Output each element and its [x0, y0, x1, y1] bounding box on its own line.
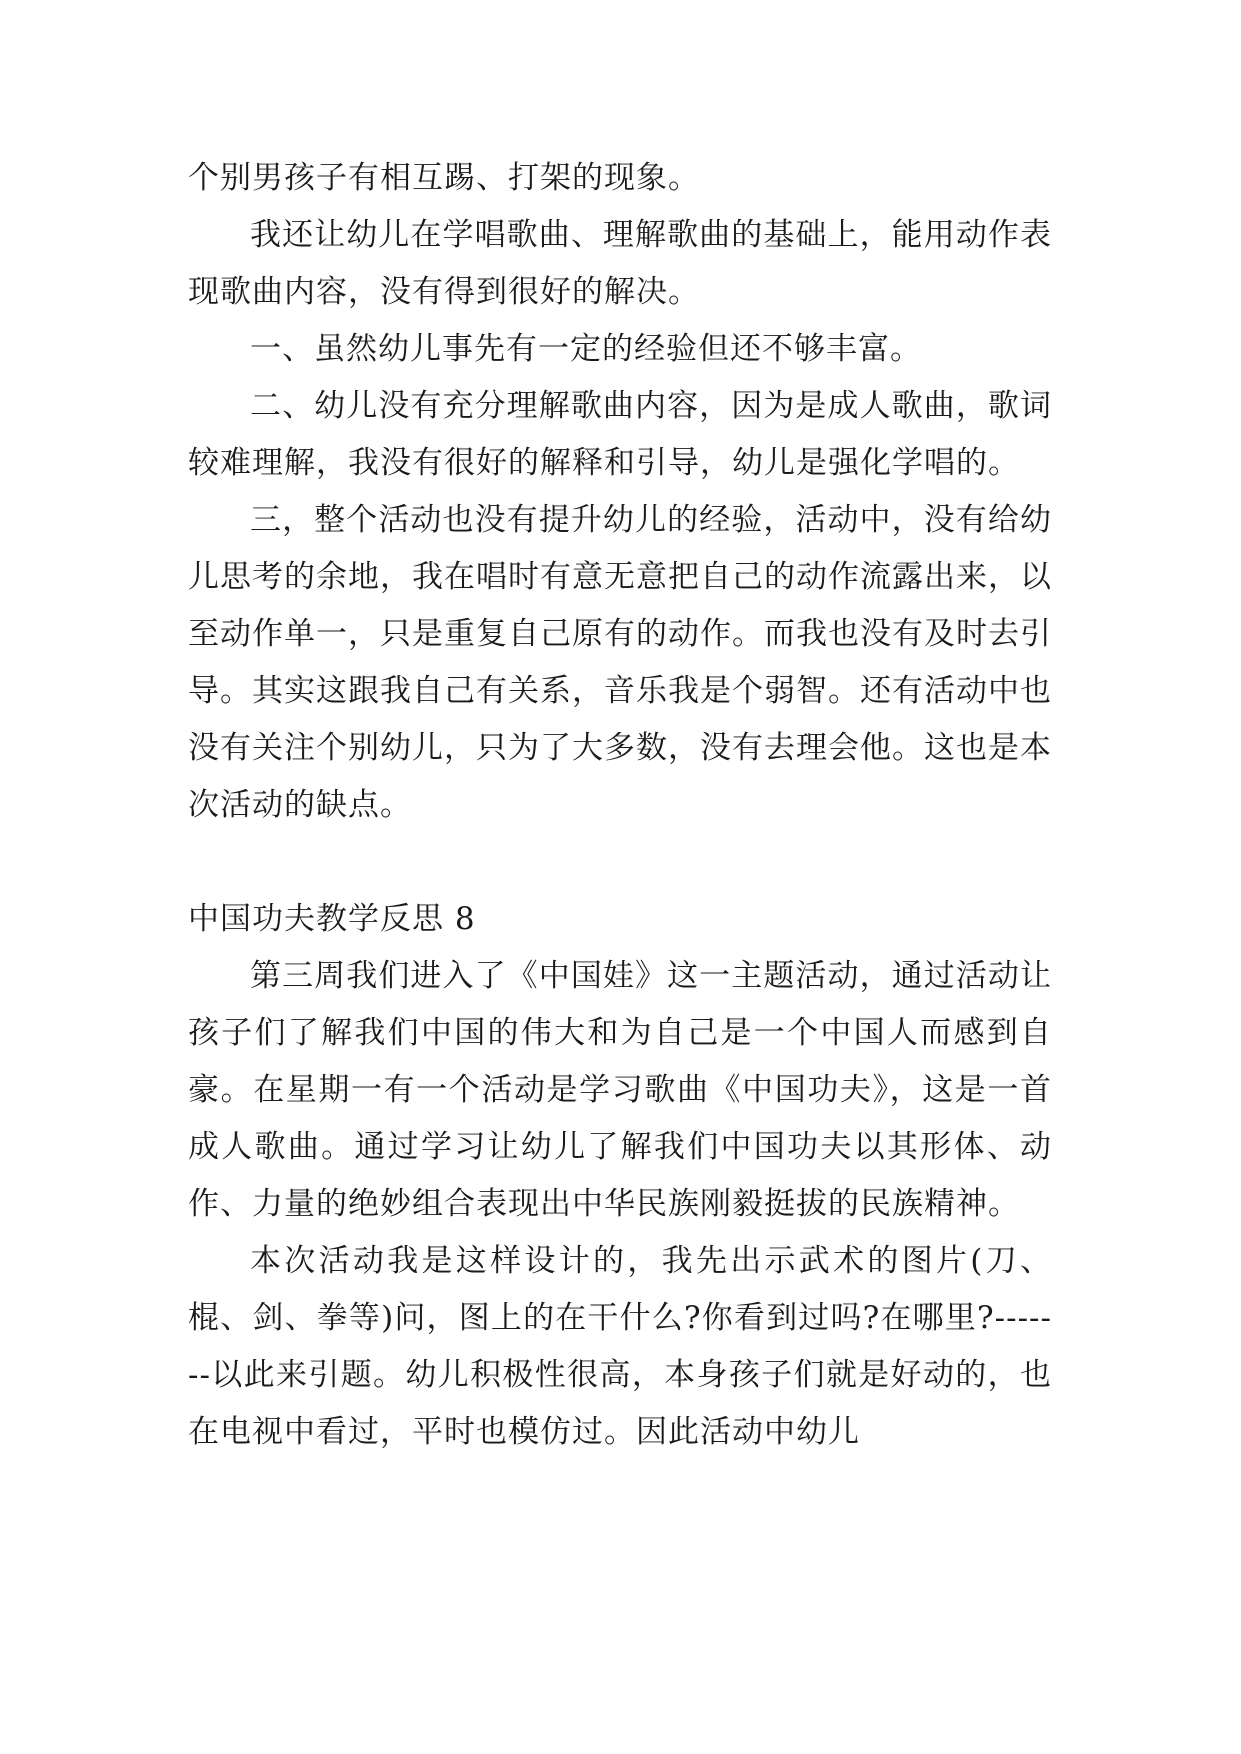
- paragraph: 一、虽然幼儿事先有一定的经验但还不够丰富。: [250, 331, 922, 367]
- document-page: [188, 150, 1052, 1461]
- section-heading: 中国功夫教学反思 8: [188, 901, 476, 937]
- paragraph-continued: 个别男孩子有相互踢、打架的现象。: [188, 160, 700, 196]
- paragraph: 三，整个活动也没有提升幼儿的经验，活动中，没有给幼儿思考的余地，我在唱时有意无意把自己的动作流露出来，以至动作单一，只是重复自己原有的动作。而我也没有及时去引导。其实这跟我自己有关系，音乐我是个弱智。还有活动中也没有关注个别幼儿，只为了大多数，没有去理会他。这也是本次活动的缺点。: [188, 502, 1052, 823]
- paragraph: 我还让幼儿在学唱歌曲、理解歌曲的基础上，能用动作表现歌曲内容，没有得到很好的解决。: [188, 217, 1052, 310]
- paragraph: 第三周我们进入了《中国娃》这一主题活动，通过活动让孩子们了解我们中国的伟大和为自己是一个中国人而感到自豪。在星期一有一个活动是学习歌曲《中国功夫》，这是一首成人歌曲。通过学习让幼儿了解我们中国功夫以其形体、动作、力量的绝妙组合表现出中华民族刚毅挺拔的民族精神。: [188, 958, 1052, 1222]
- paragraph: 本次活动我是这样设计的，我先出示武术的图片(刀、棍、剑、拳等)问，图上的在干什么?你看到过吗?在哪里?-------以此来引题。幼儿积极性很高，本身孩子们就是好动的，也在电视中看过，平时也模仿过。因此活动中幼儿: [188, 1243, 1052, 1450]
- paragraph: 二、幼儿没有充分理解歌曲内容，因为是成人歌曲，歌词较难理解，我没有很好的解释和引导，幼儿是强化学唱的。: [188, 388, 1052, 481]
